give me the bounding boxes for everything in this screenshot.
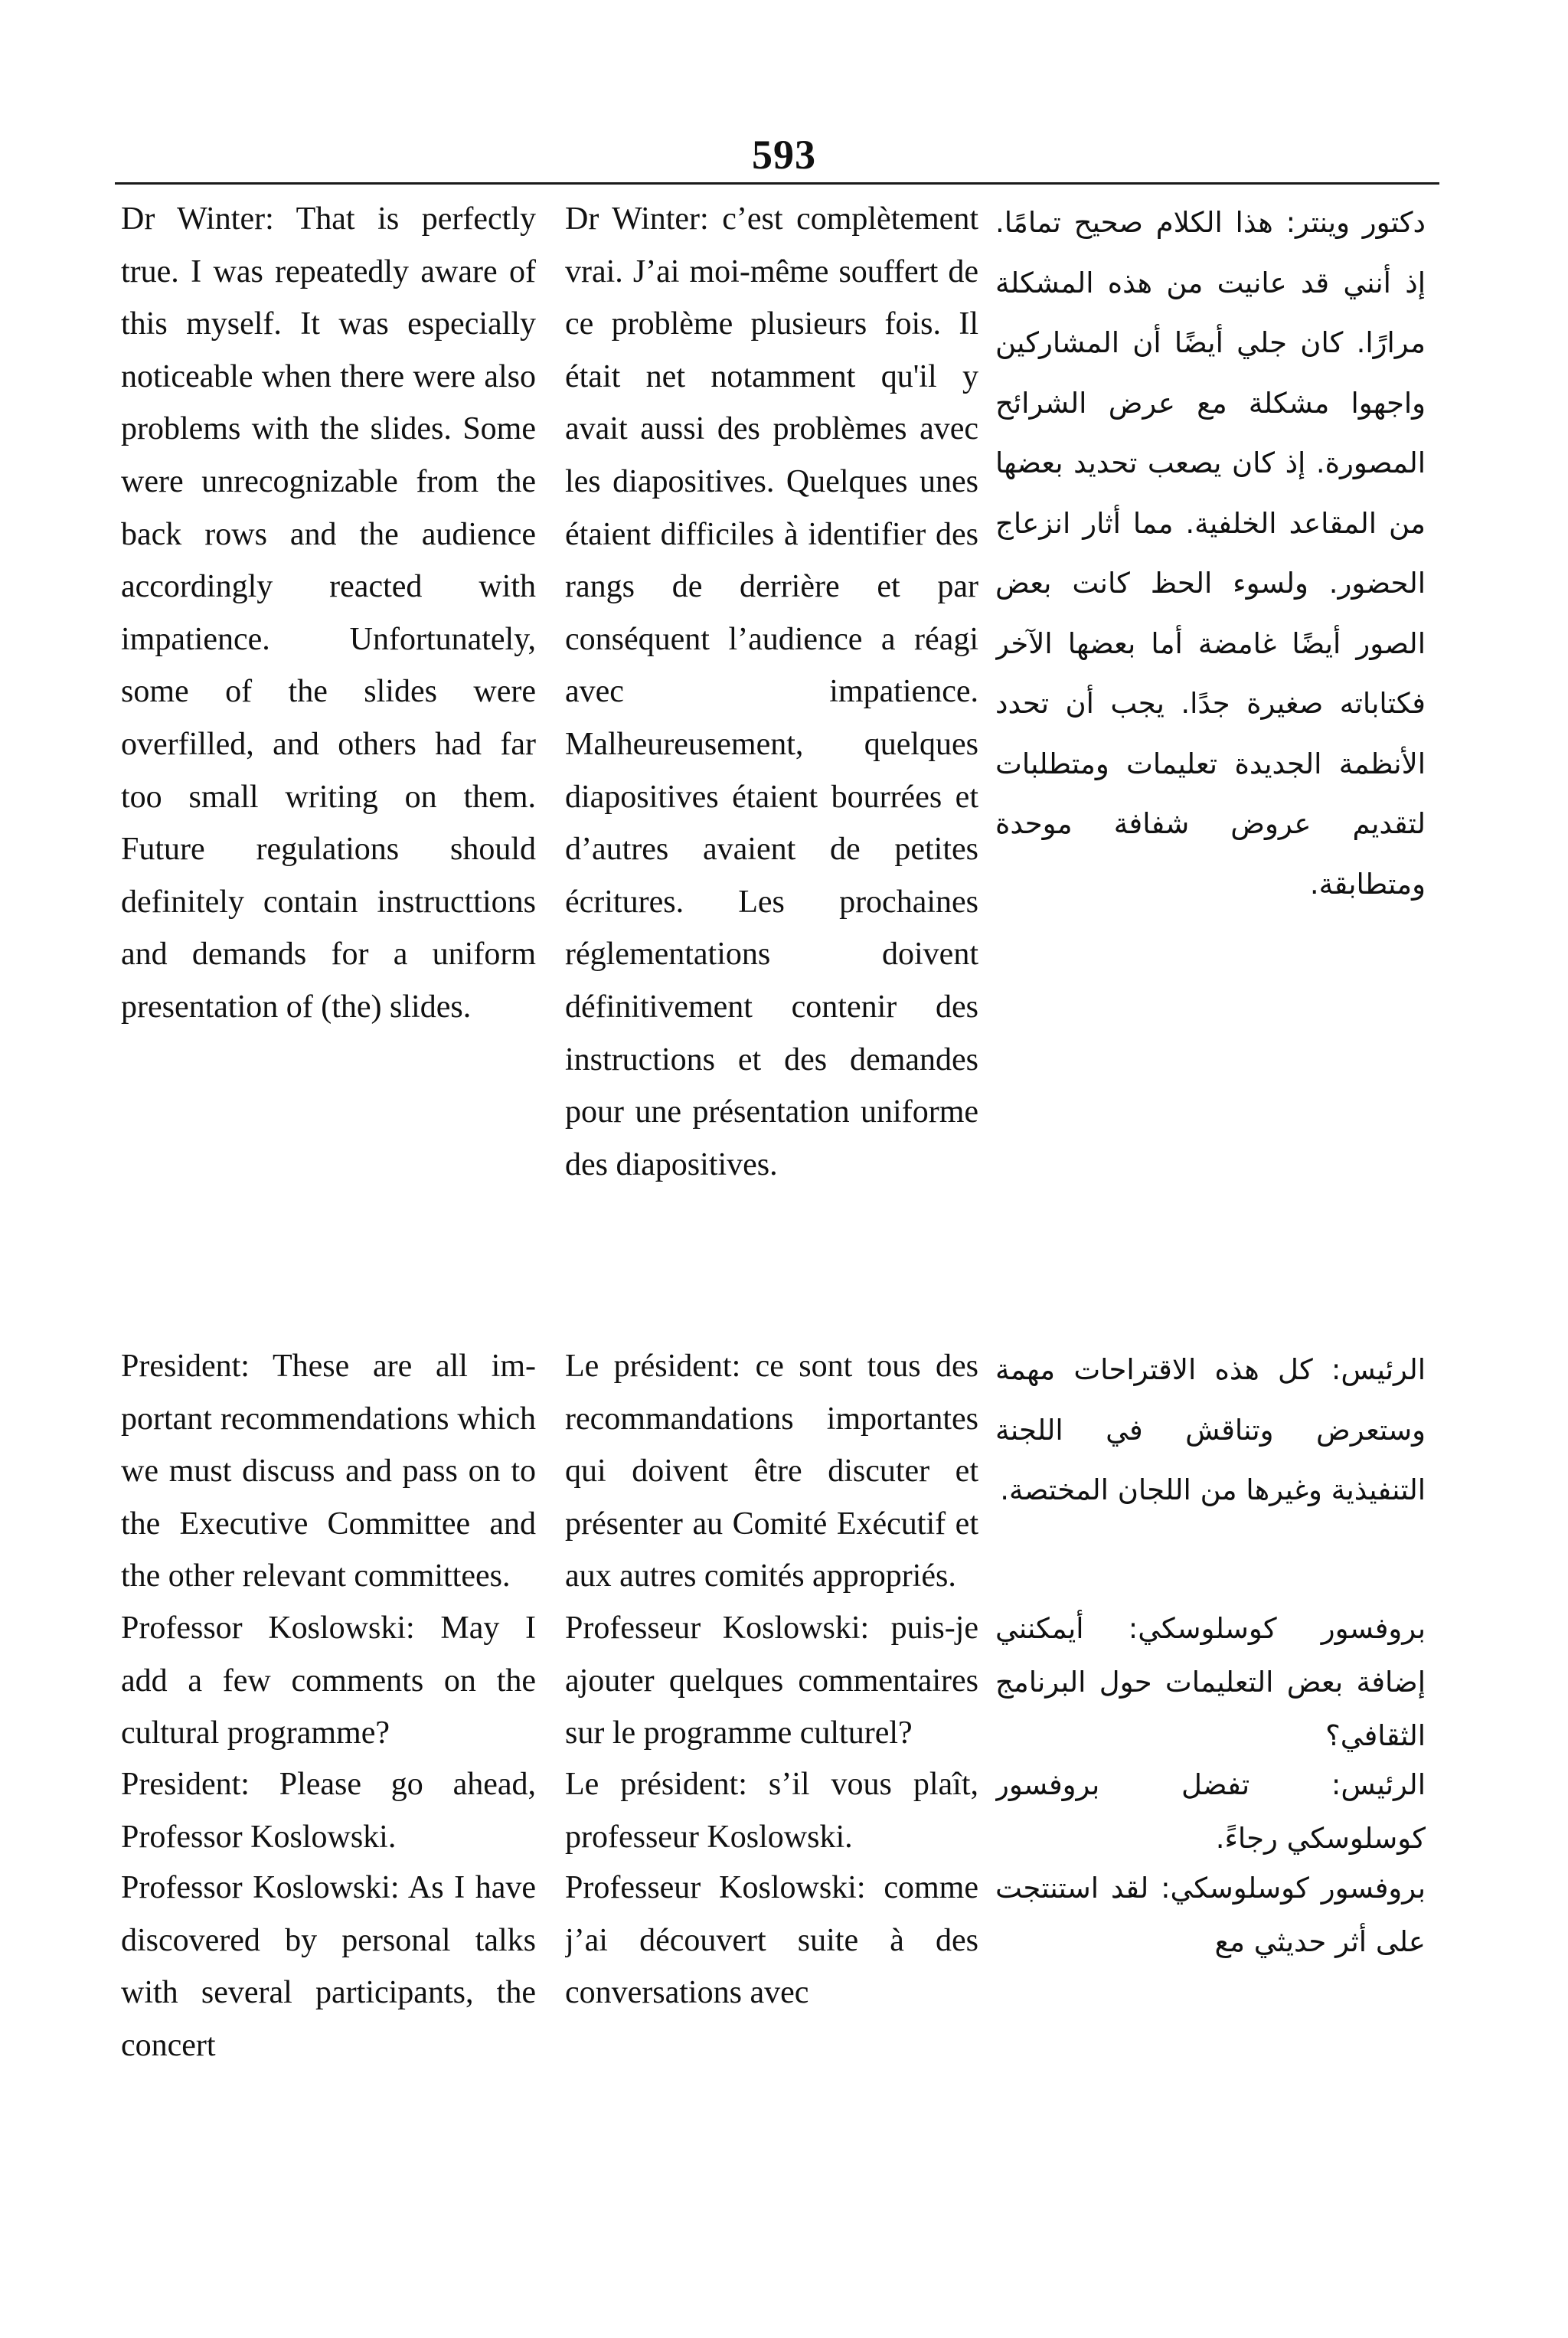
header-rule: [115, 182, 1439, 185]
english-paragraph-koslowski-1: Professor Koslowski: May I add a few comments on the cultural programme?: [121, 1610, 536, 1751]
english-paragraph-dr-winter: Dr Winter: That is perfectly true. I was repeatedly aware of this myself. It was especially noticeable when there were also problems with the slides. Some were unrecognizable from the back rows and the audience accordingly reacted with impatience. Unfortunately, some of the slides were overfilled, and others had far too small writing on them. Future regulations should definitely contain instructtions and demands for a uniform presentation of (the) slides.: [121, 201, 536, 1025]
french-paragraph-koslowski-1: Professeur Koslowski: puis-je ajouter quelques commentaires sur le programme culturel?: [565, 1610, 978, 1751]
arabic-paragraph-dr-winter: دكتور وينتر: هذا الكلام صحيح تمامًا. إذ أنني قد عانيت من هذه المشكلة مرارًا. كان جلي أيضًا أن المشاركين واجهوا مشكلة مع عرض الشرائح المصورة. إذ كان يصعب تحديد بعضها من المقاعد الخلفية. مما أثار انزعاج الحضور. ولسوء الحظ كانت بعض الصور أيضًا غامضة أما بعضها الآخر فكتاباته صغيرة جدًا. يجب أن تحدد الأنظمة الجديدة تعليمات ومتطلبات لتقديم عروض شفافة موحدة ومتطابقة.: [995, 206, 1426, 901]
french-paragraph-dr-winter: Dr Winter: c’est complètement vrai. J’ai moi-même souffert de ce problème plusieurs fois. Il était net notamment qu'il y avait aussi des problèmes avec les diapositives. Quelques unes étaient difficiles à identifier des rangs de derrière et par conséquent l’audience a réagi avec impatience. Malheureusement, quelques diapositives étaient bourrées et d’autres avaient de petites écritures. Les prochaines réglementations doivent définitivement contenir des instructions et des demandes pour une présentation uniforme des diapositives.: [565, 201, 978, 1182]
english-paragraph-koslowski-2: Professor Koslowski: As I have discovered by personal talks with several participants, the concert: [121, 1870, 536, 2063]
english-paragraph-president: President: These are all important recommendations which we must discuss and pass on to the Executive Committee and the other relevant committees.: [121, 1349, 536, 1594]
french-paragraph-koslowski-2: Professeur Koslowski: comme j’ai découvert suite à des conversations avec: [565, 1870, 978, 2011]
arabic-paragraph-koslowski-1: بروفسور كوسلوسكي: أيمكنني إضافة بعض التعليمات حول البرنامج الثقافي؟: [995, 1612, 1426, 1752]
arabic-paragraph-koslowski-2: بروفسور كوسلوسكي: لقد استنتجت على أثر حديثي مع: [995, 1872, 1426, 1958]
english-paragraph-president-2: President: Please go ahead, Professor Koslowski.: [121, 1767, 536, 1855]
french-paragraph-president-2: Le président: s’il vous plaît, professeur Koslowski.: [565, 1767, 978, 1855]
arabic-paragraph-president-2: الرئيس: تفضل بروفسور كوسلوسكي رجاءً.: [995, 1768, 1426, 1855]
arabic-paragraph-president: الرئيس: كل هذه الاقتراحات مهمة وستعرض وتناقش في اللجنة التنفيذية وغيرها من اللجان المختصة.: [995, 1353, 1426, 1506]
page-number: 593: [752, 132, 816, 178]
arabic-column: [995, 193, 1426, 2215]
english-column: [121, 193, 536, 2215]
french-paragraph-president: Le président: ce sont tous des recommandations importantes qui doivent être discuter et présenter au Comité Exécutif et aux autres comités appropriés.: [565, 1349, 978, 1594]
french-column: [565, 193, 978, 2215]
